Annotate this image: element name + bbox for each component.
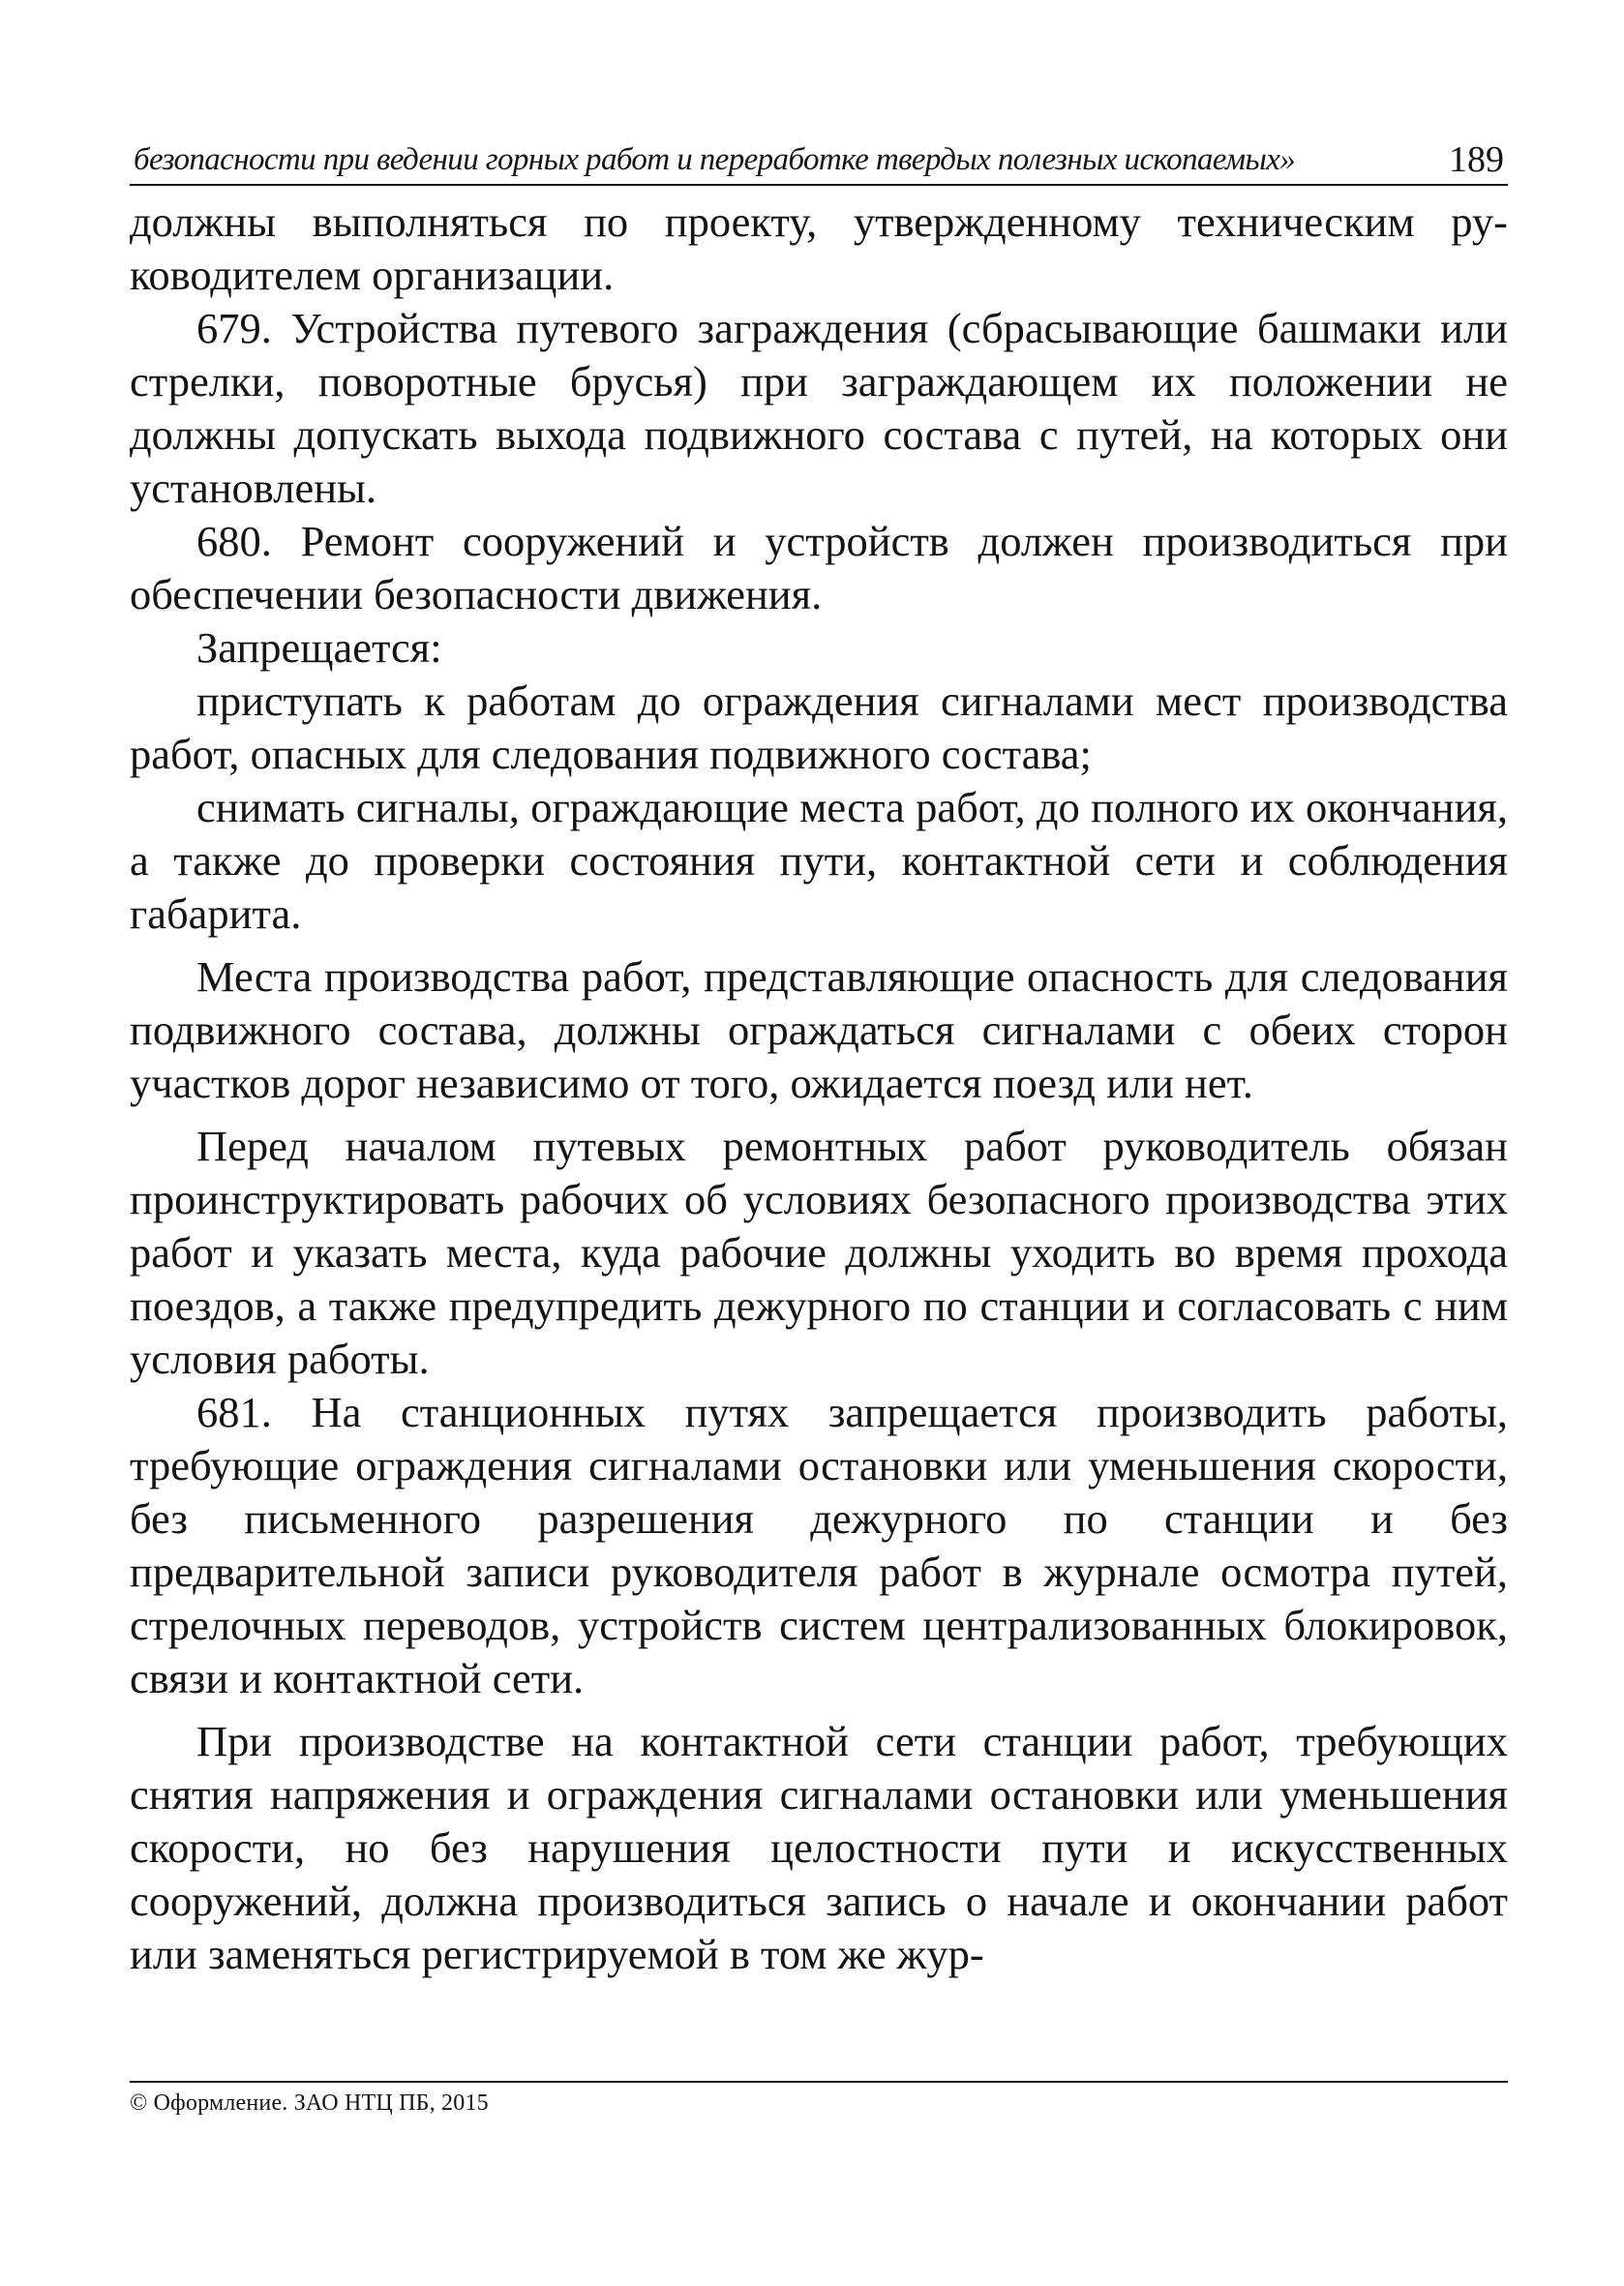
copyright-notice: © Оформление. ЗАО НТЦ ПБ, 2015 [130, 2090, 489, 2116]
page-footer [130, 2081, 1508, 2117]
paragraph-work-sites: Места производства работ, представляющие опасность для следования подвижного состава, должны ограждаться сигналами с обеих сторон участков дорог независимо от того, ожидается поезд или нет. [130, 952, 1508, 1107]
running-header-title: безопасности при ведении горных работ и переработке твердых полезных ископаемых» [134, 142, 1296, 177]
paragraph-continuation: должны выполняться по проекту, утвержденному техническим руководителем организации. [130, 197, 1508, 299]
paragraph-prohibited-heading: Запрещается: [196, 623, 442, 672]
paragraph-679: 679. Устройства путевого заграждения (сбрасывающие башмаки или стрелки, поворотные брусья) при заграждающем их положении не должны допускать выхода подвижного состава с путей, на которых они установлены. [130, 304, 1508, 512]
paragraph-instruction: Перед началом путевых ремонтных работ руководитель обязан проинструктировать рабочих об условиях безопасного производства этих работ и указать места, куда рабочие должны уходить во время прохода поездов, а также предупредить дежурного по станции и согласовать с ним условия работы. [130, 1122, 1508, 1383]
paragraph-681: 681. На станционных путях запрещается производить работы, требующие ограждения сигналами остановки или уменьшения скорости, без письменного разрешения дежурного по станции и без предварительной записи руководителя работ в журнале осмотра путей, стрелочных переводов, устройств систем централизованных блокировок, связи и контактной сети. [130, 1388, 1508, 1702]
body-text [130, 196, 1508, 1981]
paragraph-prohibition-1: приступать к работам до ограждения сигналами мест производства работ, опасных для следования подвижного состава; [130, 677, 1508, 778]
paragraph-680: 680. Ремонт сооружений и устройств должен производиться при обеспечении безопасности движения. [130, 517, 1508, 618]
page-number: 189 [1449, 139, 1504, 180]
running-header [130, 135, 1508, 186]
paragraph-prohibition-2: снимать сигналы, ограждающие места работ, до полного их окончания, а также до проверки состояния пути, контактной сети и соблюдения габарита. [130, 783, 1508, 938]
paragraph-contact-network: При производстве на контактной сети станции работ, требующих снятия напряжения и ограждения сигналами остановки или уменьшения скорости, но без нарушения целостности пути и искусственных сооружений, должна производиться запись о начале и окончании работ или заменяться регистрируемой в том же жур- [130, 1717, 1508, 1978]
document-page [130, 135, 1508, 1981]
